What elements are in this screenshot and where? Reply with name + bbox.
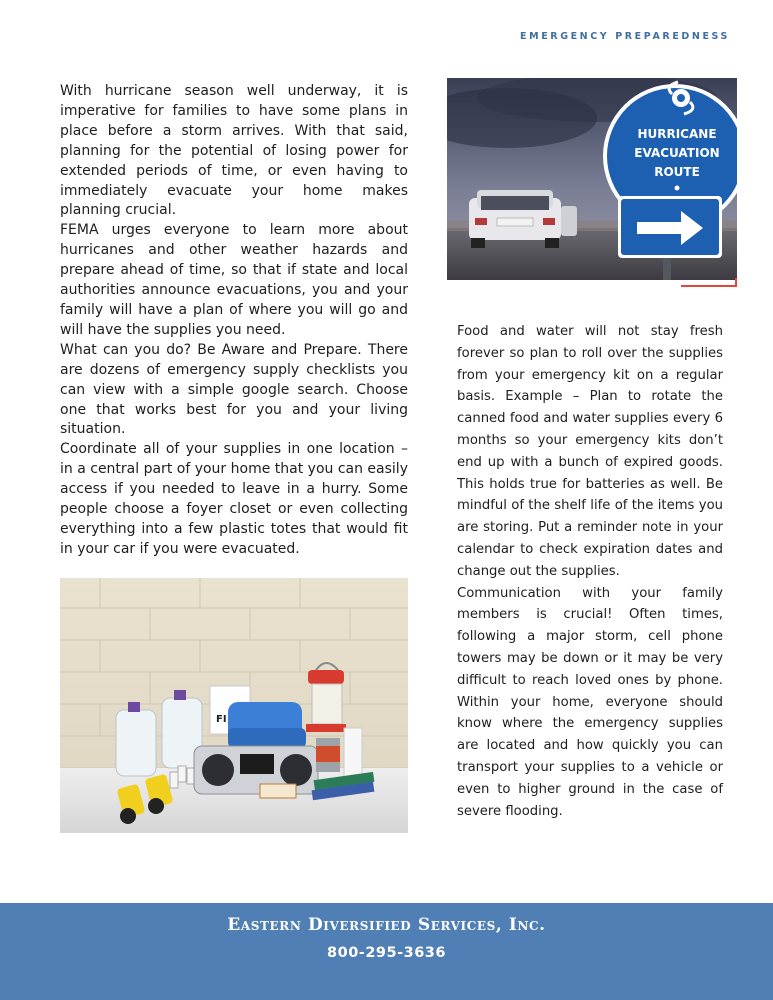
radio bbox=[194, 746, 318, 794]
paragraph-intro: With hurricane season well underway, it is imperative for families to have some plans in place before a storm arrives. With that said, planning for the potential of losing power for extended periods of time, or even having to immediately evacuate your home makes planning crucial. bbox=[60, 83, 408, 219]
evacuation-sign-photo bbox=[447, 78, 737, 280]
footer-bar bbox=[0, 903, 773, 1000]
company-name: Eastern Diversified Services, Inc. bbox=[227, 915, 546, 935]
company-phone: 800-295-3636 bbox=[327, 945, 446, 961]
paragraph-food-water: Food and water will not stay fresh forever so plan to roll over the supplies from your emergency kit on a regular basis. Example – Plan to rotate the canned food and water supplies every 6 months so your emergency kits don’t end up with a bunch of expired goods. This holds true for batteries as well. Be mindful of the shelf life of the items you are storing. Put a reminder note in your calendar to check expiration dates and change out the supplies. bbox=[457, 324, 723, 579]
sign-line-2: EVACUATION bbox=[634, 146, 720, 160]
sign-line-3: ROUTE bbox=[654, 165, 700, 179]
arrow-right-icon bbox=[618, 196, 722, 258]
sign-line-1: HURRICANE bbox=[637, 127, 717, 141]
blanket bbox=[228, 702, 306, 748]
paragraph-fema: FEMA urges everyone to learn more about hurricanes and other weather hazards and prepare ahead of time, so that if state and local authorities announce evacuations, you and your family will have a plan of where you will go and will have the supplies you need. bbox=[60, 222, 408, 338]
matchbox bbox=[260, 784, 296, 798]
emergency-kit-photo bbox=[60, 578, 408, 833]
right-article-column bbox=[457, 321, 723, 822]
accent-rule bbox=[681, 285, 737, 287]
lantern bbox=[306, 663, 346, 732]
paragraph-be-aware: What can you do? Be Aware and Prepare. There are dozens of emergency supply checklists you can view with a simple google search. Choose one that works best for you and your living situation. bbox=[60, 341, 408, 438]
paragraph-communication: Communication with your family members is crucial! Often times, following a major storm, cell phone towers may be down or it may be very difficult to reach loved ones by phone. Within your home, everyone should know where the emergency supplies are located and how quickly you can transport your supplies to a vehicle or even to higher ground in the case of severe flooding. bbox=[457, 585, 723, 819]
box-label: FI bbox=[216, 714, 227, 725]
paragraph-coordinate: Coordinate all of your supplies in one location – in a central part of your home that you can easily access if you needed to leave in a hurry. Some people choose a foyer closet or even collecting everything into a few plastic totes that would fit in your car if you were evacuated. bbox=[60, 441, 408, 557]
section-kicker: EMERGENCY PREPAREDNESS bbox=[520, 31, 730, 42]
left-article-column bbox=[60, 82, 408, 560]
